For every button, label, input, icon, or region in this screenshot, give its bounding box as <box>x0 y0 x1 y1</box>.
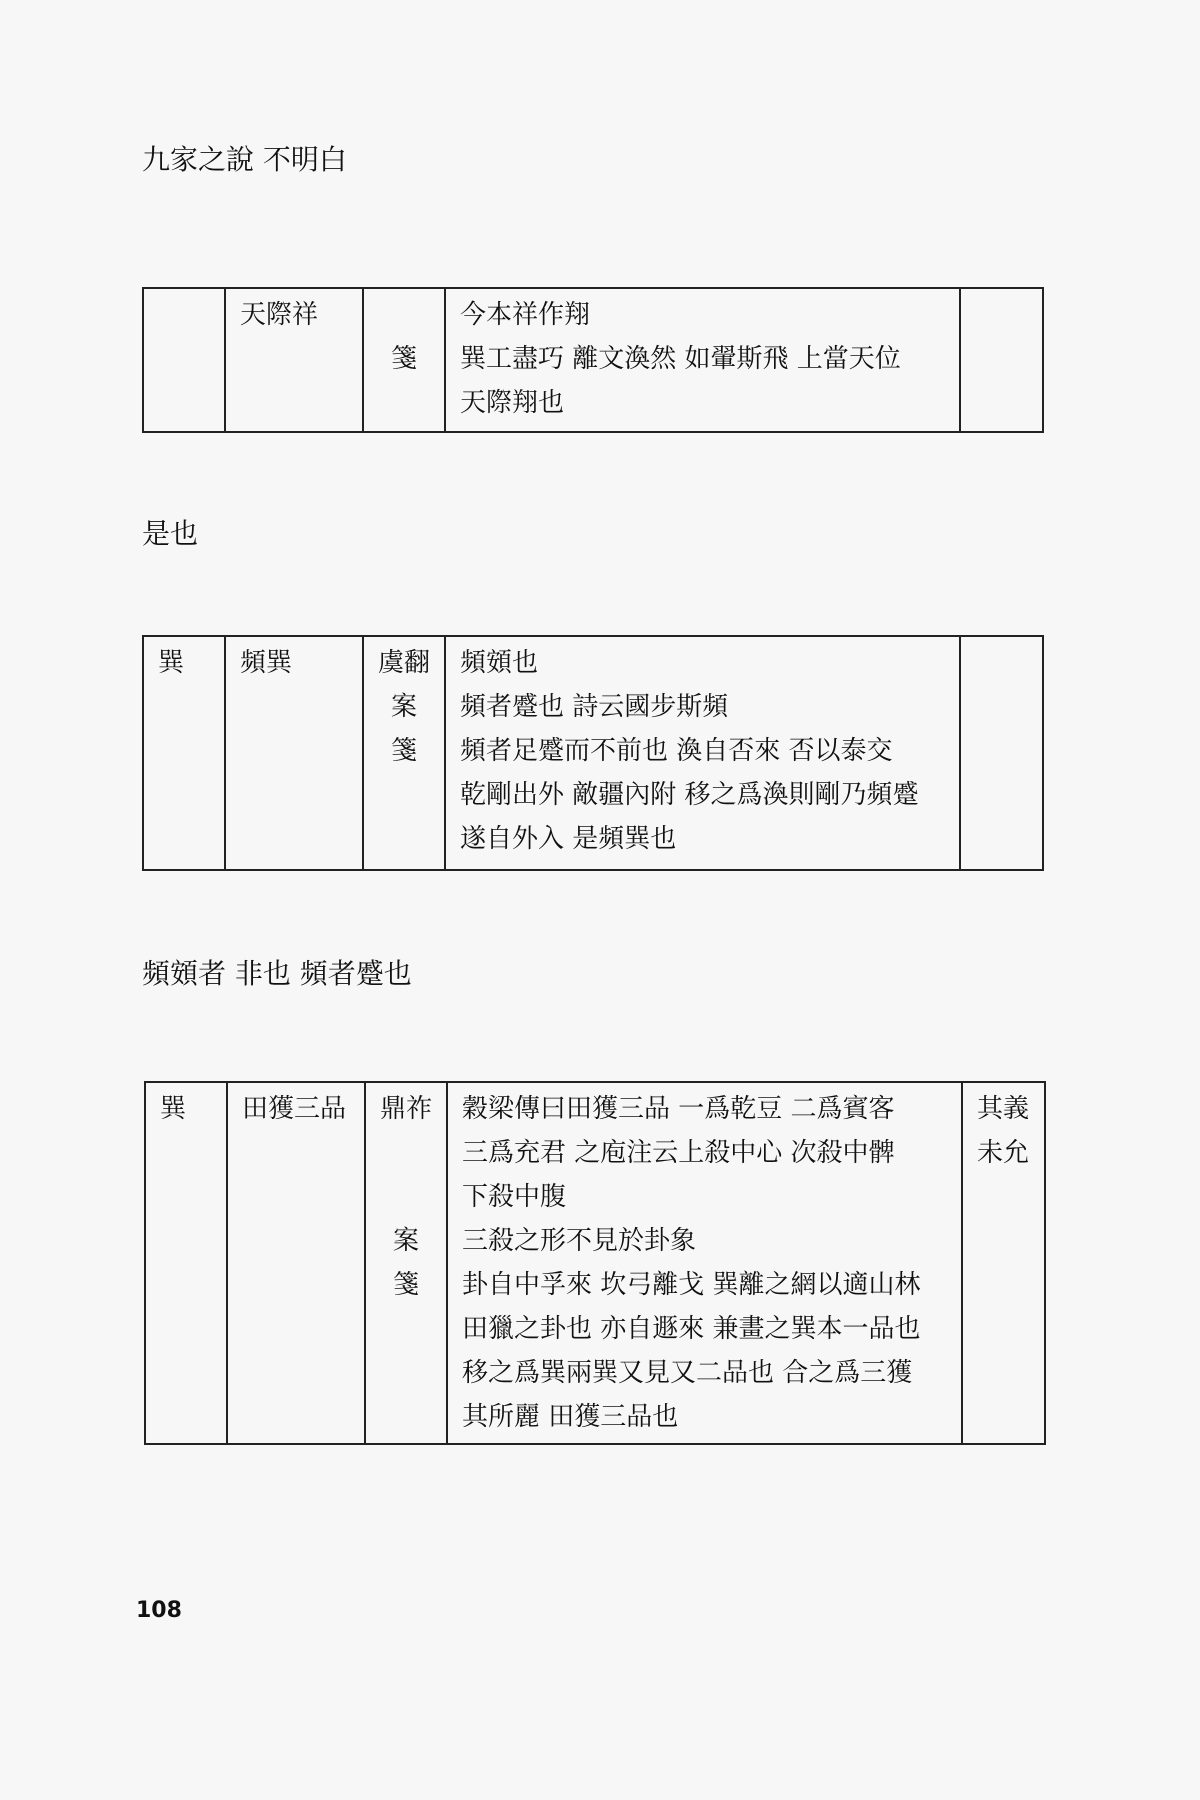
entry-table-2 <box>142 635 1044 871</box>
entry-table-1 <box>142 287 1044 433</box>
comment-line: 其義 <box>977 1094 1030 1124</box>
text-cell <box>447 1082 962 1444</box>
source-line: 虞翻 <box>377 648 430 678</box>
text-cell <box>445 636 960 870</box>
term-cell <box>143 636 225 870</box>
comment-cell <box>962 1082 1045 1444</box>
text-line: 三爲充君 之庖注云上殺中心 次殺中髀 <box>462 1138 895 1168</box>
source-line <box>366 1307 446 1351</box>
term-text: 巽 <box>160 1094 187 1124</box>
source-line <box>364 381 444 425</box>
phrase-cell <box>227 1082 365 1444</box>
entry-table-3 <box>144 1081 1046 1445</box>
text-cell <box>445 288 960 432</box>
source-line: 箋 <box>390 736 417 766</box>
source-line <box>366 1175 446 1219</box>
text-line: 頻者足蹙而不前也 渙自否來 否以泰交 <box>460 736 893 766</box>
source-line: 案 <box>392 1226 419 1256</box>
phrase-cell <box>225 288 363 432</box>
text-line: 穀梁傳曰田獲三品 一爲乾豆 二爲賓客 <box>462 1094 895 1124</box>
term-cell <box>143 288 225 432</box>
source-line <box>366 1131 446 1175</box>
source-line <box>366 1395 446 1439</box>
page-number: 108 <box>136 1598 182 1623</box>
source-cell <box>363 636 445 870</box>
source-line: 案 <box>390 692 417 722</box>
source-line <box>364 293 444 337</box>
commentary-paragraph-2: 是也 <box>142 517 199 550</box>
source-line: 箋 <box>392 1270 419 1300</box>
term-cell <box>145 1082 227 1444</box>
text-line: 乾剛出外 敵疆內附 移之爲渙則剛乃頻蹙 <box>460 780 919 810</box>
term-text: 巽 <box>158 648 185 678</box>
source-line: 鼎祚 <box>379 1094 432 1124</box>
text-line: 遂自外入 是頻巽也 <box>460 824 677 854</box>
phrase-cell <box>225 636 363 870</box>
commentary-paragraph-1: 九家之說 不明白 <box>142 143 347 176</box>
comment-line: 未允 <box>977 1138 1030 1168</box>
text-line: 移之爲巽兩巽又見又二品也 合之爲三獲 <box>462 1358 913 1388</box>
source-line: 箋 <box>390 344 417 374</box>
source-line <box>364 773 444 817</box>
comment-cell <box>960 636 1043 870</box>
source-line <box>366 1351 446 1395</box>
phrase-text: 頻巽 <box>240 648 293 678</box>
text-line: 三殺之形不見於卦象 <box>462 1226 697 1256</box>
text-line: 其所麗 田獲三品也 <box>462 1402 679 1432</box>
source-cell <box>365 1082 447 1444</box>
text-line: 巽工盡巧 離文渙然 如翬斯飛 上當天位 <box>460 344 901 374</box>
phrase-text: 田獲三品 <box>242 1094 347 1124</box>
text-line: 頻頞也 <box>460 648 539 678</box>
comment-cell <box>960 288 1043 432</box>
text-line: 今本祥作翔 <box>460 300 591 330</box>
text-line: 下殺中腹 <box>462 1182 567 1212</box>
text-line: 田獵之卦也 亦自遯來 兼畫之巽本一品也 <box>462 1314 921 1344</box>
phrase-text: 天際祥 <box>240 300 319 330</box>
text-line: 頻者蹙也 詩云國步斯頻 <box>460 692 729 722</box>
term-text <box>144 293 224 337</box>
source-cell <box>363 288 445 432</box>
text-line: 卦自中孚來 坎弓離戈 巽離之網以適山林 <box>462 1270 921 1300</box>
text-line: 天際翔也 <box>460 388 565 418</box>
commentary-paragraph-3: 頻頞者 非也 頻者蹙也 <box>142 957 412 990</box>
source-line <box>364 817 444 861</box>
